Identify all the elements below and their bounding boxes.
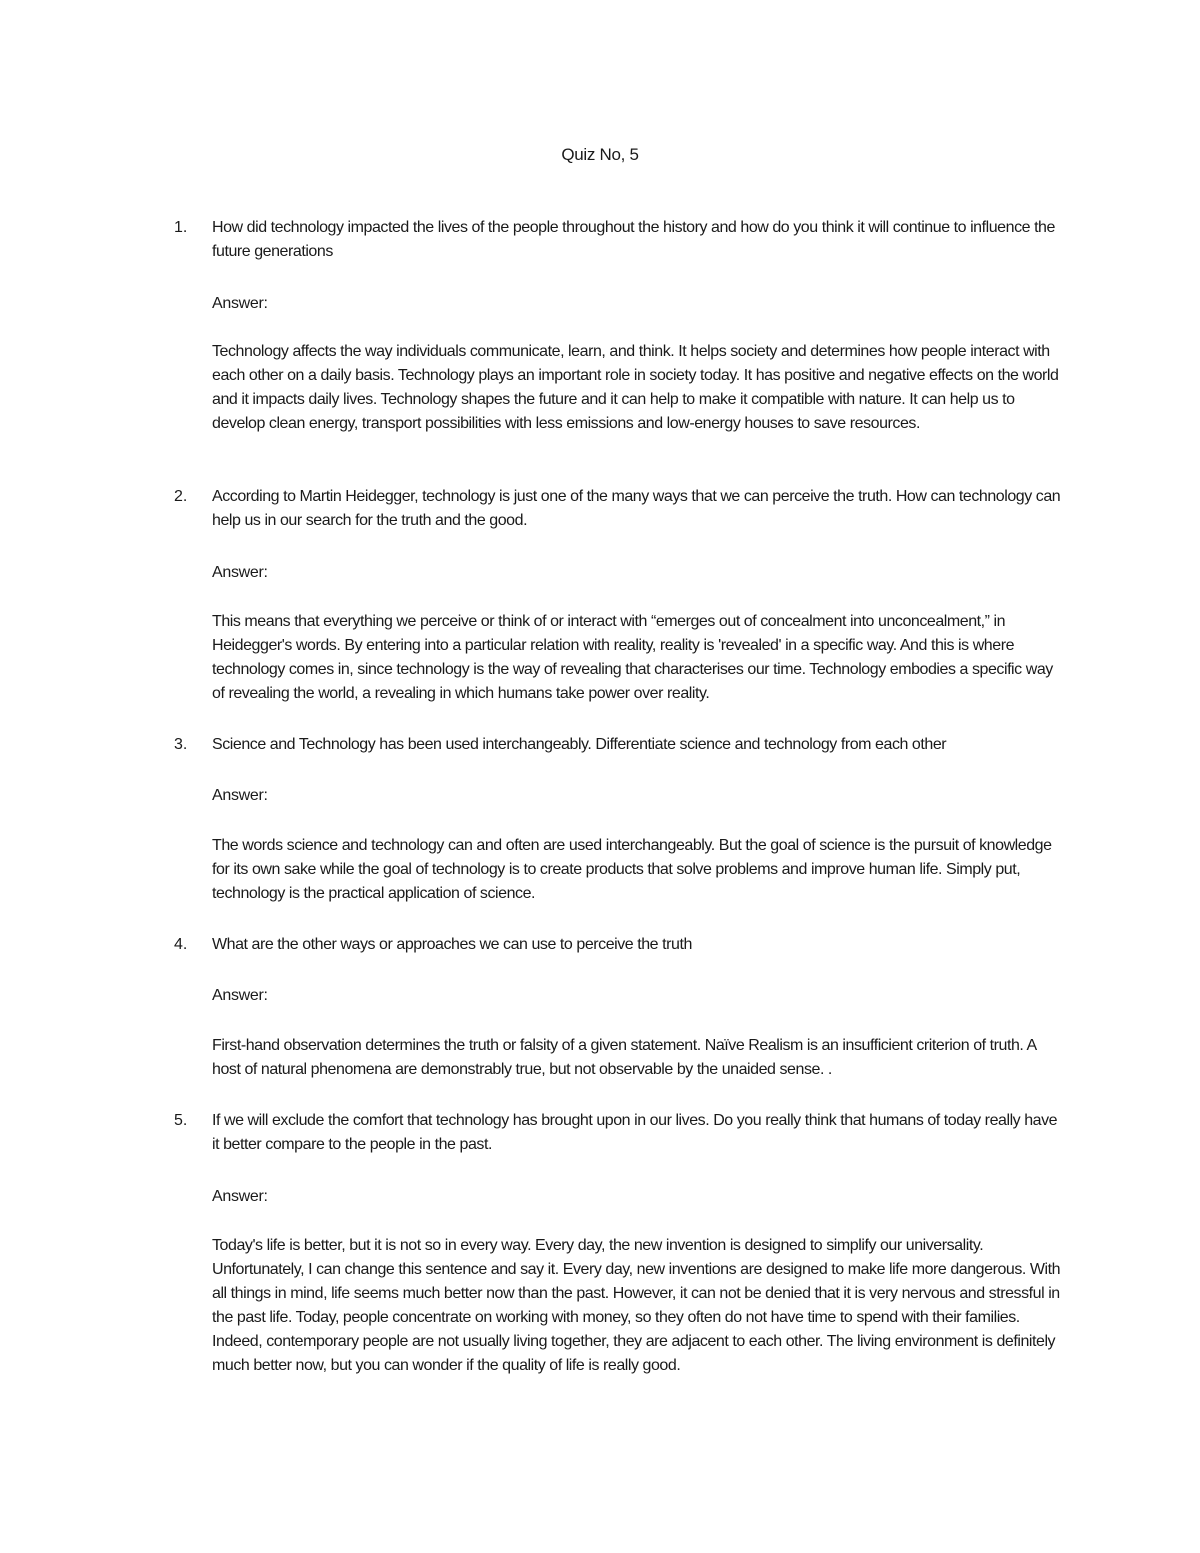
- answer-label: Answer:: [212, 787, 268, 804]
- question-number: 1.: [174, 219, 188, 236]
- answer-label: Answer:: [212, 1188, 268, 1205]
- answer-text: The words science and technology can and often are used interchangeably. But the goal of science is the pursuit of knowledge for its own sake while the goal of technology is to create products that solve problems and improve human life. Simply put, technology is the practical application of science.: [212, 837, 1052, 902]
- answer-label: Answer:: [212, 295, 268, 312]
- question-text: What are the other ways or approaches we can use to perceive the truth: [212, 936, 692, 953]
- answer-label: Answer:: [212, 564, 268, 581]
- question-text: Science and Technology has been used interchangeably. Differentiate science and technology from each other: [212, 736, 947, 753]
- question-text: If we will exclude the comfort that technology has brought upon in our lives. Do you really think that humans of today really have it better compare to the people in the past.: [212, 1112, 1058, 1153]
- question-number: 4.: [174, 936, 188, 953]
- question-text: How did technology impacted the lives of the people throughout the history and how do you think it will continue to influence the future generations: [212, 219, 1055, 260]
- answer-label: Answer:: [212, 987, 268, 1004]
- question-number: 2.: [174, 488, 188, 505]
- question-number: 5.: [174, 1112, 188, 1129]
- answer-text: First-hand observation determines the truth or falsity of a given statement. Naïve Realism is an insufficient criterion of truth. A host of natural phenomena are demonstrably true, but not observable by the unaided sense. .: [212, 1037, 1036, 1078]
- answer-text: Technology affects the way individuals communicate, learn, and think. It helps society and determines how people interact with each other on a daily basis. Technology plays an important role in society today. It has positive and negative effects on the world and it impacts daily lives. Technology shapes the future and it can help to make it compatible with nature. It can help us to develop clean energy, transport possibilities with less emissions and low-energy houses to save resources.: [212, 343, 1059, 432]
- question-text: According to Martin Heidegger, technology is just one of the many ways that we can perceive the truth. How can technology can help us in our search for the truth and the good.: [212, 488, 1061, 529]
- answer-text: This means that everything we perceive or think of or interact with “emerges out of concealment into unconcealment,” in Heidegger's words. By entering into a particular relation with reality, reality is 'revealed' in a specific way. And this is where technology comes in, since technology is the way of revealing that characterises our time. Technology embodies a specific way of revealing the world, a revealing in which humans take power over reality.: [212, 613, 1053, 702]
- question-number: 3.: [174, 736, 188, 753]
- page-title: Quiz No, 5: [561, 145, 639, 164]
- answer-text: Today's life is better, but it is not so in every way. Every day, the new invention is designed to simplify our universality. Unfortunately, I can change this sentence and say it. Every day, new inventions are designed to make life more dangerous. With all things in mind, life seems much better now than the past. However, it can not be denied that it is very nervous and stressful in the past life. Today, people concentrate on working with money, so they often do not have time to spend with their families. Indeed, contemporary people are not usually living together, they are adjacent to each other. The living environment is definitely much better now, but you can wonder if the quality of life is really good.: [212, 1237, 1061, 1374]
